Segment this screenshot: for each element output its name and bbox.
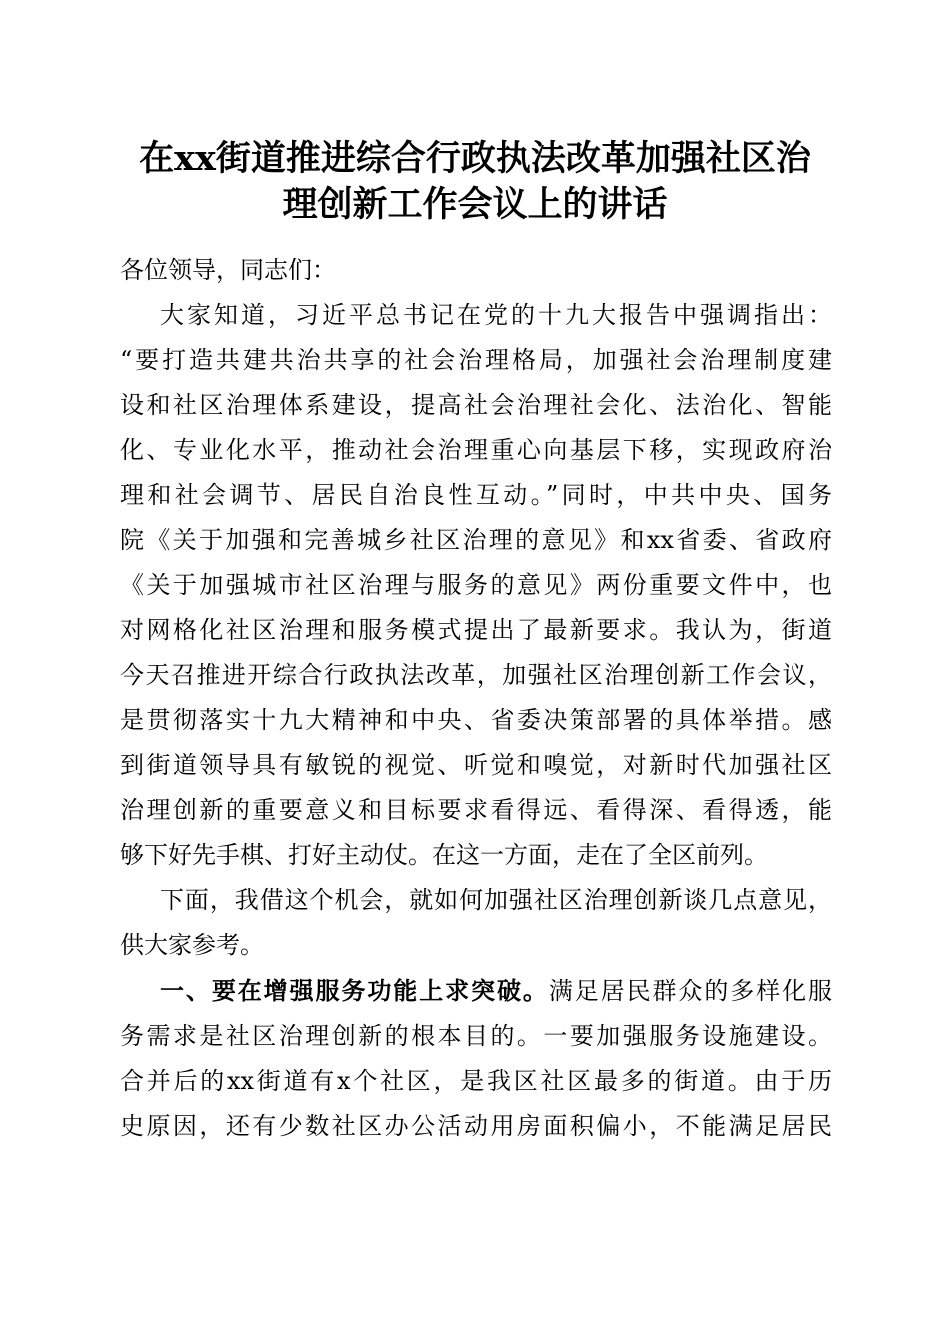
paragraph-1 [120, 293, 832, 878]
paragraph-line-rest: 满足居民群众的多样化服 [548, 977, 833, 1005]
paragraph-line-with-heading [120, 968, 832, 1014]
paragraph-line: 合并后的xx街道有x个社区，是我区社区最多的街道。由于历 [120, 1067, 832, 1095]
paragraph-line: 够下好先手棋、打好主动仗。在这一方面，走在了全区前列。 [120, 841, 768, 869]
title-line-1: 在xx街道推进综合行政执法改革加强社区治 [139, 138, 811, 179]
paragraph-line: 下面，我借这个机会，就如何加强社区治理创新谈几点意见， [160, 886, 832, 914]
paragraph-line: 供大家参考。 [120, 931, 264, 959]
paragraph-line: 务需求是社区治理创新的根本目的。一要加强服务设施建设。 [120, 1022, 832, 1050]
document-body [120, 248, 832, 1149]
paragraph-line: 大家知道，习近平总书记在党的十九大报告中强调指出： [160, 301, 832, 329]
paragraph-line: 院《关于加强和完善城乡社区治理的意见》和xx省委、省政府 [120, 526, 832, 554]
paragraph-line: 设和社区治理体系建设，提高社会治理社会化、法治化、智能 [120, 391, 832, 419]
salutation [120, 248, 832, 293]
document-title [100, 136, 850, 228]
paragraph-line: 理和社会调节、居民自治良性互动。”同时，中共中央、国务 [120, 481, 832, 509]
paragraph-line: 《关于加强城市社区治理与服务的意见》两份重要文件中，也 [120, 571, 832, 599]
paragraph-line: 对网格化社区治理和服务模式提出了最新要求。我认为，街道 [120, 616, 832, 644]
paragraph-line: 是贯彻落实十九大精神和中央、省委决策部署的具体举措。感 [120, 706, 832, 734]
title-line-2: 理创新工作会议上的讲话 [282, 184, 668, 225]
paragraph-3 [120, 968, 832, 1149]
paragraph-2 [120, 878, 832, 968]
salutation-text: 各位领导，同志们： [120, 256, 336, 284]
paragraph-line: 化、专业化水平，推动社会治理重心向基层下移，实现政府治 [120, 436, 832, 464]
section-heading: 一、要在增强服务功能上求突破。 [160, 976, 549, 1005]
paragraph-line: 治理创新的重要意义和目标要求看得远、看得深、看得透，能 [120, 796, 832, 824]
paragraph-line: 今天召推进开综合行政执法改革，加强社区治理创新工作会议， [120, 661, 832, 689]
paragraph-line: 史原因，还有少数社区办公活动用房面积偏小，不能满足居民 [120, 1112, 832, 1140]
paragraph-line: 到街道领导具有敏锐的视觉、听觉和嗅觉，对新时代加强社区 [120, 751, 832, 779]
paragraph-line: “要打造共建共治共享的社会治理格局，加强社会治理制度建 [120, 346, 832, 374]
